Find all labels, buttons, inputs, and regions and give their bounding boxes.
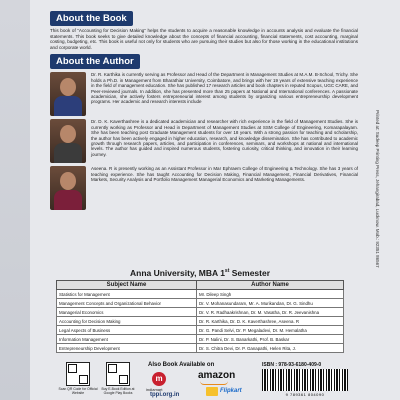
author-photo	[50, 119, 86, 163]
subject-cell: Legal Aspects of Business	[57, 326, 197, 335]
flipkart-bag-icon	[206, 387, 218, 396]
author-photo	[50, 72, 86, 116]
syllabus-title	[56, 268, 344, 278]
table-row	[57, 335, 344, 344]
author-entry	[50, 166, 358, 210]
qr-caption-website: Scan QR Code for Official Website	[58, 387, 98, 395]
table-row	[57, 299, 344, 308]
table-row	[57, 344, 344, 353]
author-bio: Dr. D. K. Kaverthashree is a dedicated academician and researcher with rich experience in the field of Management Studies. She is currently working as Professor and Head in Department of Management Studies at SSM College of Engineering, Komarapalayam. She has been teaching post Graduate Management students for over 18 years. With a strong passion for teaching and scholarship, the author has been actively engaged in higher education, research, and knowledge dissemination. She has contributed to academic growth through research papers, articles, and participation in conferences, seminars, and workshops at national and international levels. The author has guided and inspired numerous students, fostering curiosity, critical thinking, and innovation in their learning journey.	[91, 119, 358, 157]
about-book-text: This book of “Accounting for Decision Making” helps the students to acquire a reasonable knowledge in accounts analysis and evaluate the financial statements. This book seeks to give detailed knowledge about the concepts of financial accounting, financial statements, cost accounting, marginal costing, budgeting, etc. This book is useful not only for students who are pursuing their studies but also for those working in the educational institutions and corporate world.	[50, 28, 358, 50]
column-header-author: Author Name	[197, 281, 344, 290]
printer-info-text: Printed at: Sudeep Printing Press, Jehangirabad, Lucknow. Mob.: 92351 86567	[375, 110, 380, 268]
subject-cell: Statistics for Management	[57, 290, 197, 299]
amazon-smile-icon	[200, 381, 228, 385]
subject-cell: Information Management	[57, 335, 197, 344]
subject-cell: Accounting for Decision Making	[57, 317, 197, 326]
table-row	[57, 308, 344, 317]
barcode-digits: 9 789361 804090	[285, 392, 325, 397]
main-content	[50, 8, 358, 210]
column-header-subject: Subject Name	[57, 281, 197, 290]
author-cell: Dr. V. Mohanasundaram, Mr. A. Murikandan, Dr. G. Sindhu	[197, 299, 344, 308]
author-entry	[50, 119, 358, 163]
author-bio: Aseena. R is presently working as an Assistant Professor in Mar Ephraem College of Engineering & Technology. She has 3 years of teaching experience. She has taught Accounting for Decision Making, Financial Management, Financial Derivatives, Financial Markets, Security Analysis and Portfolio Management Managerial Economics and Marketing Managements.	[91, 166, 358, 183]
also-available-label: Also Book Available on	[148, 362, 215, 368]
flipkart-logo: Flipkart	[220, 388, 242, 394]
printer-info-vertical	[372, 110, 382, 340]
about-author-heading: About the Author	[50, 54, 140, 69]
author-photo	[50, 166, 86, 210]
syllabus-title-main: Anna University, MBA 1	[129, 268, 225, 278]
qr-code-ebook[interactable]	[106, 362, 130, 386]
subject-cell: Management Concepts and Organizational Behavior	[57, 299, 197, 308]
syllabus-title-sup: st	[224, 268, 230, 275]
author-entry	[50, 72, 358, 116]
indiamart-label: indiamart	[146, 387, 163, 392]
subject-cell: Managerial Economics	[57, 308, 197, 317]
table-row	[57, 290, 344, 299]
barcode-icon	[262, 369, 348, 391]
subjects-table	[56, 280, 344, 353]
amazon-logo: amazon	[198, 370, 236, 381]
subject-cell: Entrepreneurship Development	[57, 344, 197, 353]
indiamart-logo-icon: m	[152, 372, 166, 386]
author-cell: Dr. P. Nalini, Dr. S. Banarkathi, Prof. B. Baskar	[197, 335, 344, 344]
syllabus-title-tail: Semester	[229, 268, 271, 278]
cover-footer	[0, 362, 400, 400]
author-cell: Dr. V. R. Radhaakrishnan, Dr. M. Vasatha, Dr. R. Jeevanishna	[197, 308, 344, 317]
tppi-website-label[interactable]: tppi.org.in	[150, 392, 180, 398]
author-cell: Dr. S. Chitra Devi, Dr. P. Ganapathi, Helen Rita, J.	[197, 344, 344, 353]
isbn-label: ISBN : 978-93-6180-409-0	[262, 362, 322, 368]
about-book-heading: About the Book	[50, 11, 133, 26]
qr-caption-ebook: Buy E-Book Edition at Google Play Books	[101, 387, 135, 395]
author-cell: Mr. Dileep Singh	[197, 290, 344, 299]
author-cell: Dr. R. Karthika, Dr. D. K. Kaverthashree, Aseena. R	[197, 317, 344, 326]
author-cell: Dr. G. Pandi Selvi, Dr. P. Megaladevi, Dr. M. Hemalatha	[197, 326, 344, 335]
author-bio: Dr. R. Karthika is currently serving as Professor and Head of the Department in Management Studies at M.A.M. B-School, Trichy. She holds a Ph.D. in Management from Bharathiar University, Coimbatore, and brings with her 19 years of extensive teaching experience in the field of management education. She has published 17 research articles and book chapters in reputed Scopus, UGC CARE, and Peer-reviewed journals. In addition, she has presented more than 25 papers at National and International conferences. A passionate academician, she actively fosters entrepreneurial interest among students by organizing various entrepreneurship development programs. Her academic and research interests include	[91, 72, 358, 105]
qr-code-website[interactable]	[66, 362, 90, 386]
table-row	[57, 317, 344, 326]
cover-edge-strip	[0, 0, 30, 400]
table-row	[57, 326, 344, 335]
